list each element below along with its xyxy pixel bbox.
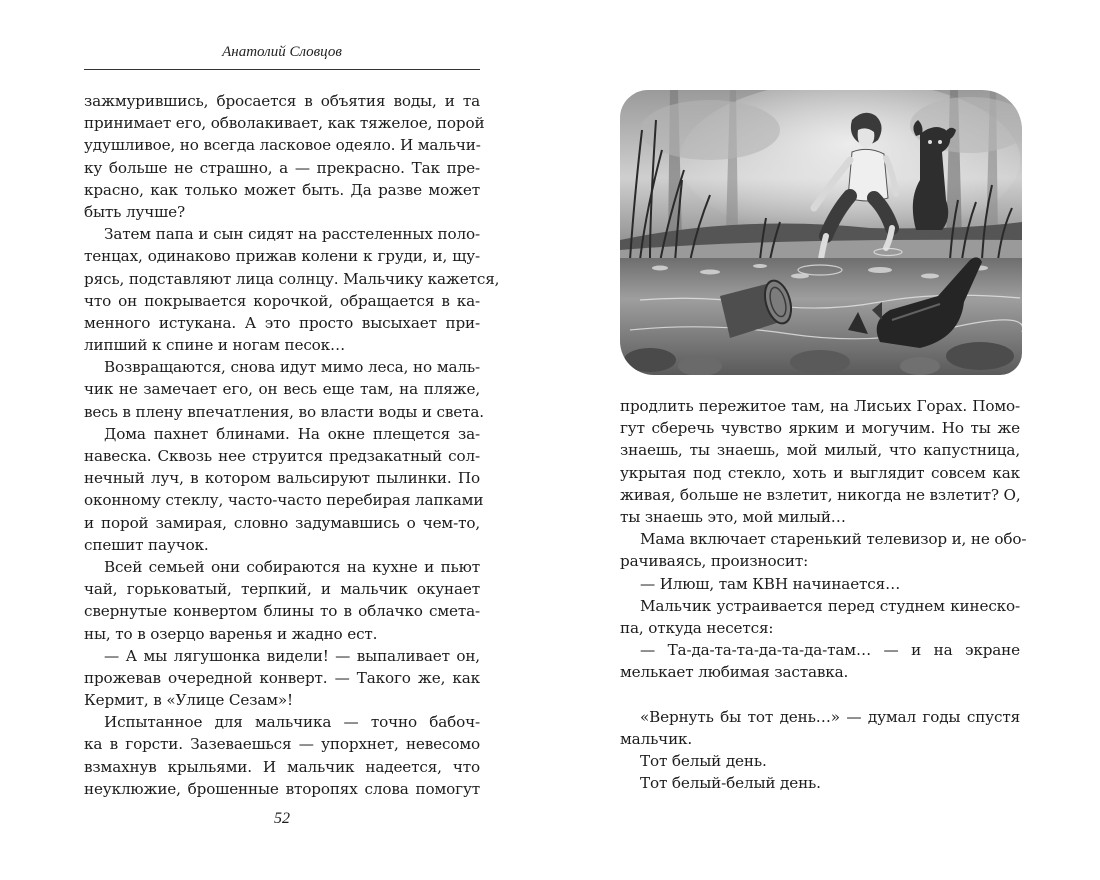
text-line: нечный луч, в котором вальсируют пылинки. По xyxy=(84,469,480,488)
text-line: удушливое, но всегда ласковое одеяло. И мальчи- xyxy=(84,136,481,155)
text-line: Дома пахнет блинами. На окне плещется за- xyxy=(104,424,480,443)
text-line: чай, горьковатый, терпкий, и мальчик окунает xyxy=(84,580,480,599)
text-line: ка в горсти. Зазеваешься — упорхнет, невесомо xyxy=(84,735,480,754)
text-line: мелькает любимая заставка. xyxy=(620,663,849,682)
text-line: весь в плену впечатления, во власти воды и света. xyxy=(84,402,484,421)
text-line: мальчик. xyxy=(620,729,693,748)
text-line: и порой замирая, словно задумавшись о чем-то, xyxy=(84,513,480,532)
text-line: па, откуда несется: xyxy=(620,618,774,637)
text-line: знаешь, ты знаешь, мой милый, что капустница, xyxy=(620,441,1020,460)
text-line: продлить пережитое там, на Лисьих Горах. Помо- xyxy=(620,397,1020,415)
header-rule xyxy=(84,69,480,70)
text-line: оконному стеклу, часто-часто перебирая лапками xyxy=(84,491,484,510)
text-line: ку больше не страшно, а — прекрасно. Так пре- xyxy=(84,158,480,177)
text-line: что он покрывается корочкой, обращается в ка- xyxy=(84,291,480,310)
text-line: принимает его, обволакивает, как тяжелое, порой xyxy=(84,114,485,133)
text-line: Кермит, в «Улице Сезам»! xyxy=(84,691,294,710)
text-line: Затем папа и сын сидят на расстеленных поло- xyxy=(104,225,480,244)
text-line: зажмурившись, бросается в объятия воды, и та xyxy=(84,92,480,110)
text-line: навеска. Сквозь нее струится предзакатный сол- xyxy=(84,447,480,465)
text-line: спешит паучок. xyxy=(84,535,209,554)
text-line: Мальчик устраивается перед студнем кинеско- xyxy=(640,596,1020,615)
paragraph-gap xyxy=(620,683,1020,705)
text-line: — А мы лягушонка видели! — выпаливает он, xyxy=(104,646,480,665)
text-line: — Та-да-та-та-да-та-да-там… — и на экране xyxy=(640,641,1020,660)
text-line: красно, как только может быть. Да разве может xyxy=(84,180,480,199)
text-line: менного истукана. А это просто высыхает при- xyxy=(84,313,480,332)
text-line: свернутые конвертом блины то в облачко смета- xyxy=(84,602,480,621)
text-line: Возвращаются, снова идут мимо леса, но маль- xyxy=(104,358,480,377)
text-line: укрытая под стекло, хоть и выглядит совсем как xyxy=(620,463,1020,482)
right-body-text xyxy=(620,395,1027,794)
text-line: «Вернуть бы тот день…» — думал годы спустя xyxy=(640,707,1020,726)
text-line: гут сберечь чувство ярким и могучим. Но ты же xyxy=(620,419,1020,438)
left-body-text xyxy=(84,90,500,800)
text-line: Тот белый-белый день. xyxy=(640,774,821,793)
text-line: рачиваясь, произносит: xyxy=(620,552,809,571)
text-line: тенцах, одинаково прижав колени к груди, и, щу- xyxy=(84,247,480,266)
right-page xyxy=(550,0,1100,880)
text-line: Тот белый день. xyxy=(640,752,767,770)
text-line: взмахнув крыльями. И мальчик надеется, что xyxy=(84,757,480,776)
illustration-boy-and-dog-at-pond xyxy=(620,90,1022,375)
page-number: 52 xyxy=(274,810,290,827)
text-line: Всей семьей они собираются на кухне и пьют xyxy=(104,557,480,576)
text-line: быть лучше? xyxy=(84,202,185,221)
text-line: неуклюжие, брошенные второпях слова помогут xyxy=(84,779,480,798)
text-line: прожевав очередной конверт. — Такого же, как xyxy=(84,668,480,687)
text-line: — Илюш, там КВН начинается… xyxy=(640,574,901,593)
text-line: Испытанное для мальчика — точно бабоч- xyxy=(104,713,480,732)
text-line: рясь, подставляют лица солнцу. Мальчику кажется, xyxy=(84,269,500,288)
text-line: Мама включает старенький телевизор и, не обо- xyxy=(640,530,1027,549)
text-line: чик не замечает его, он весь еще там, на пляже, xyxy=(84,380,480,399)
running-head: Анатолий Словцов xyxy=(222,44,342,60)
text-line: ны, то в озерцо варенья и жадно ест. xyxy=(84,624,378,643)
text-line: ты знаешь это, мой милый… xyxy=(620,507,846,526)
text-line: живая, больше не взлетит, никогда не взлетит? О, xyxy=(620,485,1021,504)
text-line: липший к спине и ногам песок… xyxy=(84,336,346,355)
